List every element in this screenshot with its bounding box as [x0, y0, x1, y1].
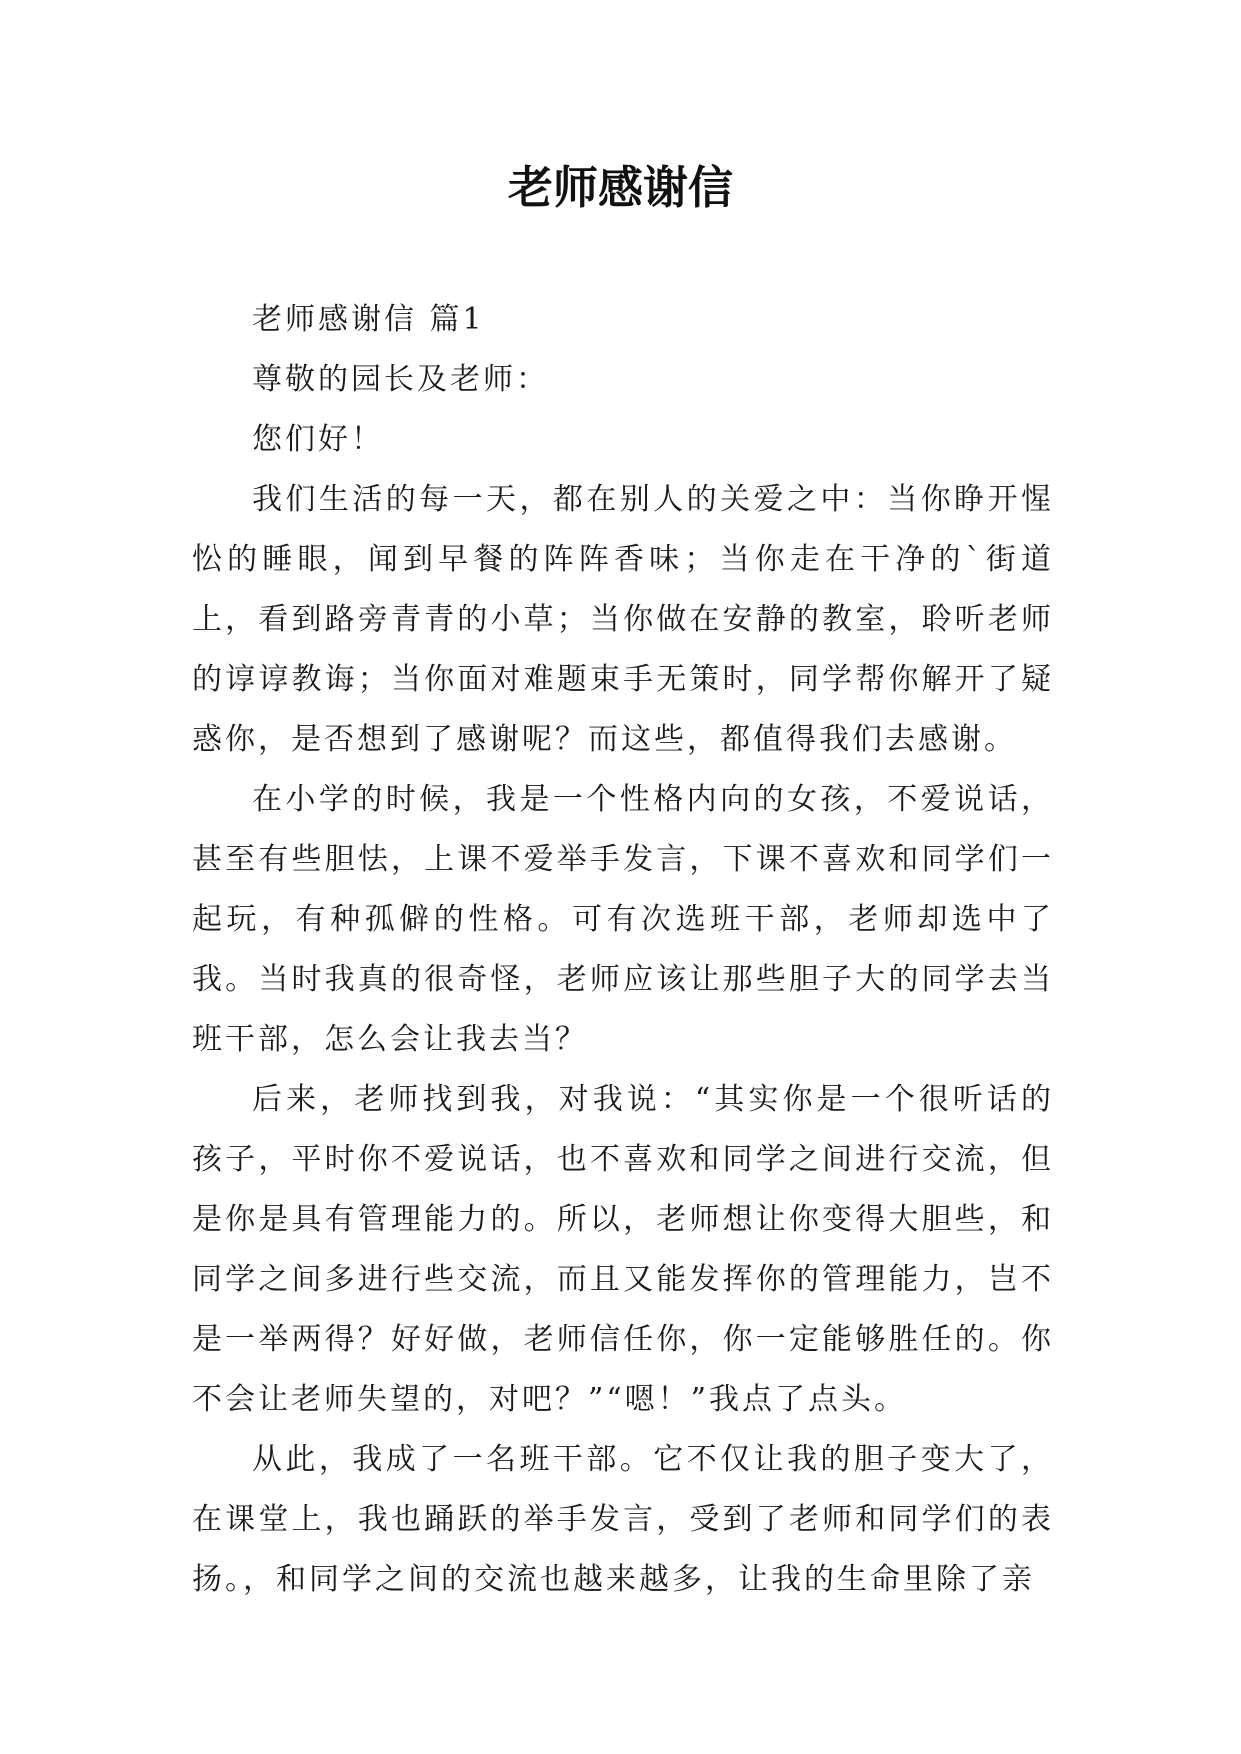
paragraph: 我们生活的每一天，都在别人的关爱之中：当你睁开惺忪的睡眼，闻到早餐的阵阵香味；当你走在干净的`街道上，看到路旁青青的小草；当你做在安静的教室，聆听老师的谆谆教诲；当你面对难题束手无策时，同学帮你解开了疑惑你，是否想到了感谢呢？而这些，都值得我们去感谢。: [192, 482, 1054, 757]
paragraph: 后来，老师找到我，对我说：“其实你是一个很听话的孩子，平时你不爱说话，也不喜欢和同学之间进行交流，但是你是具有管理能力的。所以，老师想让你变得大胆些，和同学之间多进行些交流，而且又能发挥你的管理能力，岂不是一举两得？好好做，老师信任你，你一定能够胜任的。你不会让老师失望的，对吧？”“嗯！”我点了点头。: [192, 1082, 1054, 1417]
document-title: 老师感谢信: [507, 161, 733, 214]
paragraph: 从此，我成了一名班干部。它不仅让我的胆子变大了，在课堂上，我也踊跃的举手发言，受到了老师和同学们的表扬。，和同学之间的交流也越来越多，让我的生命里除了亲: [192, 1442, 1054, 1597]
paragraph-section-heading: 老师感谢信 篇1: [252, 302, 485, 337]
paragraph: 在小学的时候，我是一个性格内向的女孩，不爱说话，甚至有些胆怯，上课不爱举手发言，下课不喜欢和同学们一起玩，有种孤僻的性格。可有次选班干部，老师却选中了我。当时我真的很奇怪，老师应该让那些胆子大的同学去当班干部，怎么会让我去当？: [192, 782, 1054, 1057]
paragraph-greeting: 您们好！: [252, 422, 384, 457]
document-body: [192, 290, 1054, 1610]
paragraph-salutation: 尊敬的园长及老师：: [252, 362, 549, 397]
